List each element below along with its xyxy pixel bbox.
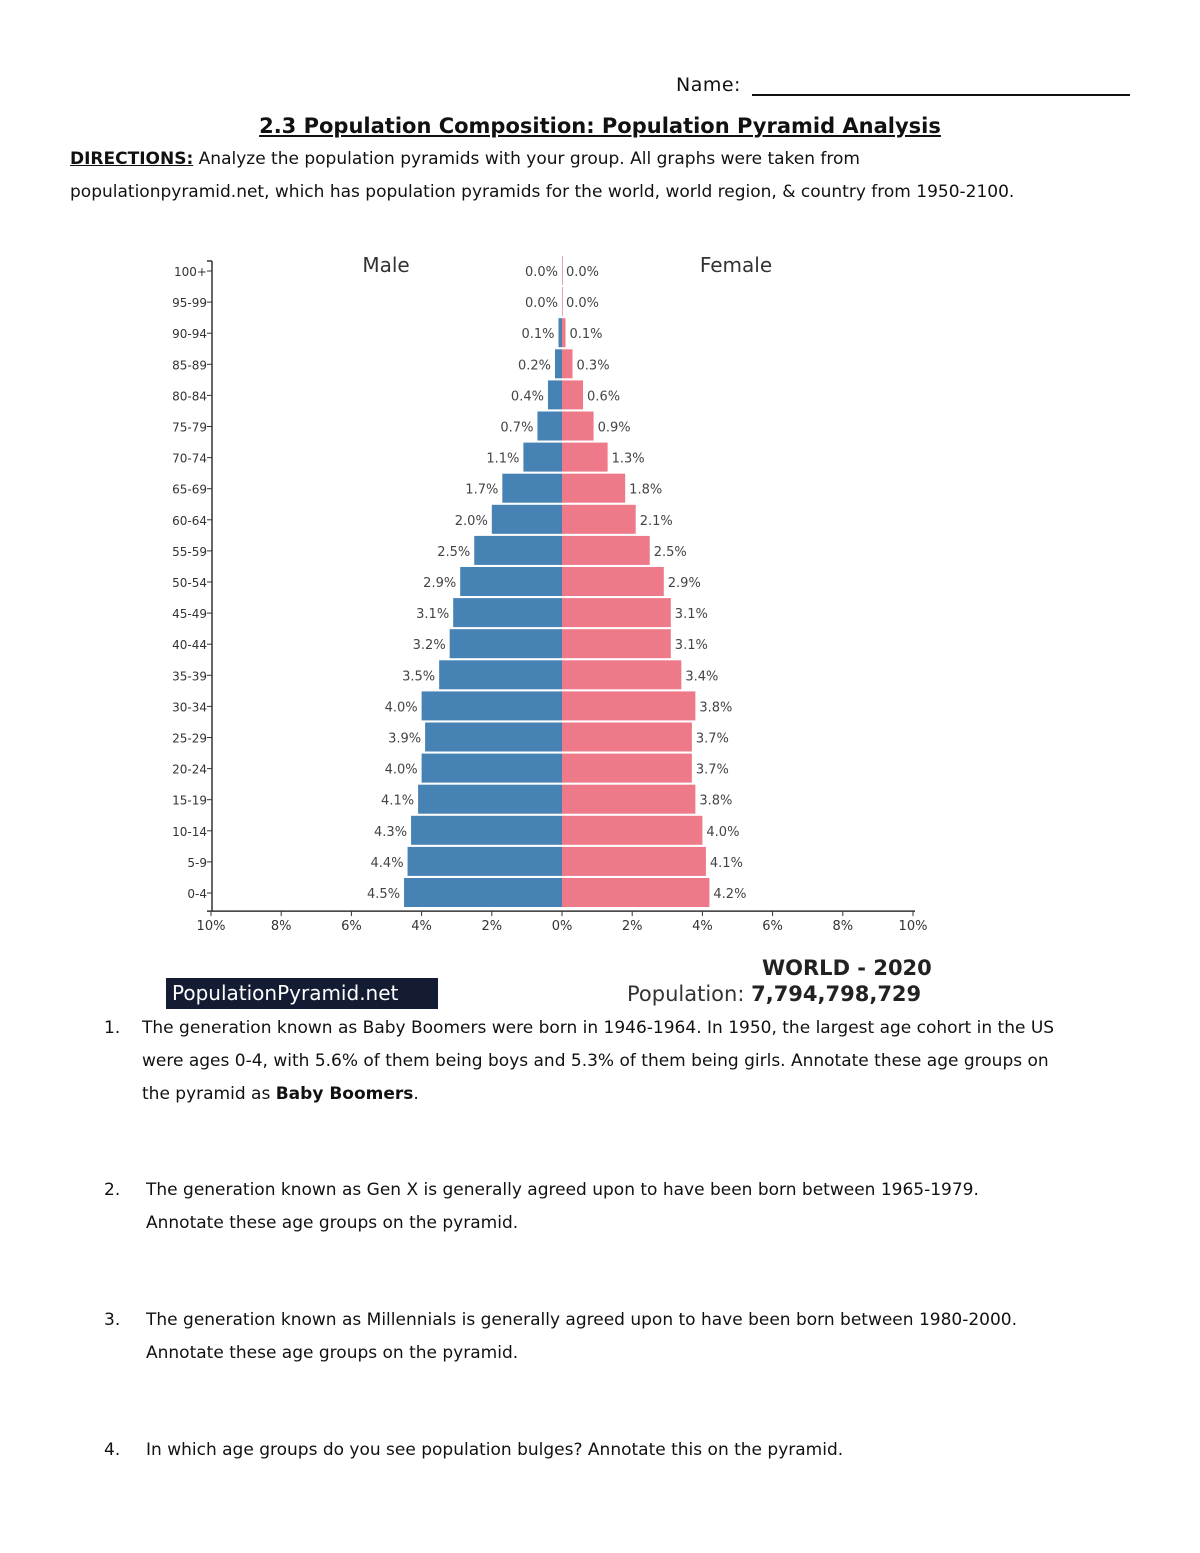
female-bar (562, 567, 664, 596)
male-bar (418, 785, 562, 814)
male-bar (453, 598, 562, 627)
male-bar (474, 536, 562, 565)
age-group-label: 95-99 (172, 296, 207, 311)
male-value-label: 1.1% (486, 451, 520, 467)
x-tick-label: 4% (692, 919, 713, 935)
female-value-label: 0.6% (587, 389, 621, 405)
male-value-label: 0.1% (521, 327, 555, 343)
x-tick-label: 8% (270, 919, 292, 935)
age-group-label: 10-14 (172, 824, 207, 839)
female-value-label: 3.1% (674, 607, 708, 623)
male-value-label: 4.3% (374, 824, 408, 840)
x-tick-label: 6% (762, 919, 783, 935)
female-value-label: 3.7% (695, 762, 729, 778)
x-tick-label: 10% (898, 919, 928, 935)
female-bar (562, 536, 650, 565)
question-number: 3. (104, 1310, 121, 1330)
female-bar (562, 380, 583, 409)
question-text (142, 1012, 1072, 1111)
female-value-label: 0.3% (576, 358, 610, 374)
male-value-label: 4.5% (367, 887, 401, 902)
female-bar (562, 412, 594, 441)
female-value-label: 4.0% (706, 824, 740, 840)
female-bar (562, 443, 608, 472)
female-bar (562, 505, 636, 534)
age-group-label: 25-29 (172, 731, 207, 746)
question-text: The generation known as Millennials is generally agreed upon to have been born between 1980-2000. Annotate these age groups on the pyramid. (146, 1310, 1018, 1363)
female-bar (562, 256, 563, 285)
age-group-label: 45-49 (172, 607, 207, 622)
age-group-label: 35-39 (172, 669, 207, 684)
female-value-label: 0.9% (597, 420, 631, 436)
female-label: Female (699, 253, 773, 277)
male-bar (439, 660, 562, 689)
male-bar (555, 349, 562, 378)
female-bar (562, 629, 671, 658)
male-bar (422, 691, 562, 720)
age-group-label: 50-54 (172, 576, 207, 590)
question-number: 2. (104, 1180, 121, 1200)
age-group-label: 85-89 (172, 358, 207, 373)
male-value-label: 0.2% (517, 358, 551, 374)
age-group-label: 60-64 (172, 513, 207, 528)
male-value-label: 0.7% (500, 420, 534, 436)
female-value-label: 0.1% (569, 327, 603, 343)
female-bar (562, 349, 573, 378)
age-group-label: 5-9 (187, 855, 207, 870)
female-value-label: 2.5% (653, 544, 687, 560)
population-total (627, 982, 921, 1006)
male-value-label: 4.0% (384, 762, 418, 778)
age-group-label: 75-79 (172, 420, 207, 435)
male-bar (450, 629, 562, 658)
male-value-label: 4.0% (384, 700, 418, 716)
male-value-label: 0.0% (524, 265, 558, 280)
male-value-label: 0.4% (510, 389, 544, 405)
male-value-label: 3.2% (412, 638, 446, 654)
female-value-label: 1.8% (629, 482, 663, 498)
question-text: In which age groups do you see population bulges? Annotate this on the pyramid. (146, 1440, 844, 1460)
male-bar (537, 412, 562, 441)
male-value-label: 3.1% (416, 607, 450, 623)
female-value-label: 4.2% (713, 887, 747, 902)
female-value-label: 0.0% (566, 296, 600, 312)
age-group-label: 0-4 (187, 887, 207, 901)
female-bar (562, 723, 692, 752)
directions-text: Analyze the population pyramids with your group. All graphs were taken from populationpyramid.net, which has population pyramids for the world, world region, & country from 1950-2100. (70, 149, 1015, 202)
age-group-label: 55-59 (172, 544, 207, 559)
male-value-label: 3.5% (402, 669, 436, 685)
female-value-label: 3.4% (685, 669, 719, 685)
female-bar (562, 785, 695, 814)
female-value-label: 1.3% (611, 451, 645, 467)
male-value-label: 2.9% (423, 576, 457, 591)
female-bar (562, 660, 681, 689)
male-label: Male (362, 253, 410, 277)
female-bar (562, 816, 702, 845)
male-bar (548, 380, 562, 409)
populationpyramid-logo: PopulationPyramid.net (166, 978, 438, 1009)
male-value-label: 4.1% (381, 793, 415, 809)
age-group-label: 15-19 (172, 793, 207, 808)
female-bar (562, 474, 625, 503)
directions-paragraph (70, 143, 1030, 209)
female-value-label: 0.0% (566, 265, 600, 280)
question-number: 1. (104, 1018, 121, 1038)
question-text-a: The generation known as Baby Boomers were born in 1946-1964. In 1950, the largest age cohort in the US were ages 0-4, with 5.6% of them being boys and 5.3% of them being girls. Annotate these age groups on the pyramid as (142, 1018, 1055, 1104)
female-value-label: 2.9% (667, 576, 701, 591)
male-bar (523, 443, 562, 472)
male-value-label: 0.0% (524, 296, 558, 312)
male-bar (558, 318, 562, 347)
female-value-label: 3.8% (699, 700, 733, 716)
directions-lead: DIRECTIONS: (70, 149, 194, 169)
female-bar (562, 754, 692, 783)
population-pyramid-chart (150, 245, 950, 945)
male-bar (425, 723, 562, 752)
female-value-label: 2.1% (639, 513, 673, 529)
male-bar (460, 567, 562, 596)
x-tick-label: 2% (481, 919, 503, 935)
x-tick-label: 0% (551, 919, 573, 935)
female-bar (562, 598, 671, 627)
male-value-label: 3.9% (388, 731, 422, 747)
male-bar (408, 847, 562, 876)
female-bar (562, 847, 706, 876)
male-value-label: 2.0% (454, 513, 488, 529)
population-label: Population: (627, 982, 745, 1006)
name-label: Name: (676, 74, 741, 96)
female-value-label: 3.7% (695, 731, 729, 747)
male-bar (422, 754, 562, 783)
question-text: The generation known as Gen X is generally agreed upon to have been born between 1965-1979. Annotate these age groups on the pyramid. (146, 1180, 979, 1233)
x-tick-label: 8% (832, 919, 854, 935)
female-bar (562, 691, 695, 720)
x-tick-label: 2% (621, 919, 643, 935)
region-year: WORLD - 2020 (762, 956, 932, 980)
name-blank-line[interactable] (752, 94, 1130, 96)
female-value-label: 3.1% (674, 638, 708, 654)
male-value-label: 2.5% (437, 544, 471, 560)
x-tick-label: 6% (341, 919, 362, 935)
male-bar (492, 505, 562, 534)
question-number: 4. (104, 1440, 121, 1460)
age-group-label: 70-74 (172, 451, 207, 466)
age-group-label: 100+ (174, 265, 207, 279)
female-bar (562, 287, 563, 316)
male-bar (404, 878, 562, 907)
age-group-label: 30-34 (172, 700, 207, 715)
male-bar (411, 816, 562, 845)
age-group-label: 20-24 (172, 762, 207, 777)
female-value-label: 3.8% (699, 793, 733, 809)
x-tick-label: 10% (196, 919, 226, 935)
x-tick-label: 4% (411, 919, 432, 935)
age-group-label: 65-69 (172, 482, 207, 497)
age-group-label: 80-84 (172, 389, 207, 404)
age-group-label: 90-94 (172, 327, 207, 342)
male-bar (502, 474, 562, 503)
question-text-b: . (413, 1084, 419, 1104)
female-bar (562, 878, 709, 907)
male-value-label: 1.7% (465, 482, 499, 498)
page-title: 2.3 Population Composition: Population Pyramid Analysis (259, 114, 941, 138)
male-value-label: 4.4% (370, 855, 404, 871)
age-group-label: 40-44 (172, 638, 207, 653)
population-value: 7,794,798,729 (751, 982, 922, 1006)
female-bar (562, 318, 566, 347)
question-bold-term: Baby Boomers (275, 1084, 414, 1104)
female-value-label: 4.1% (709, 855, 743, 871)
